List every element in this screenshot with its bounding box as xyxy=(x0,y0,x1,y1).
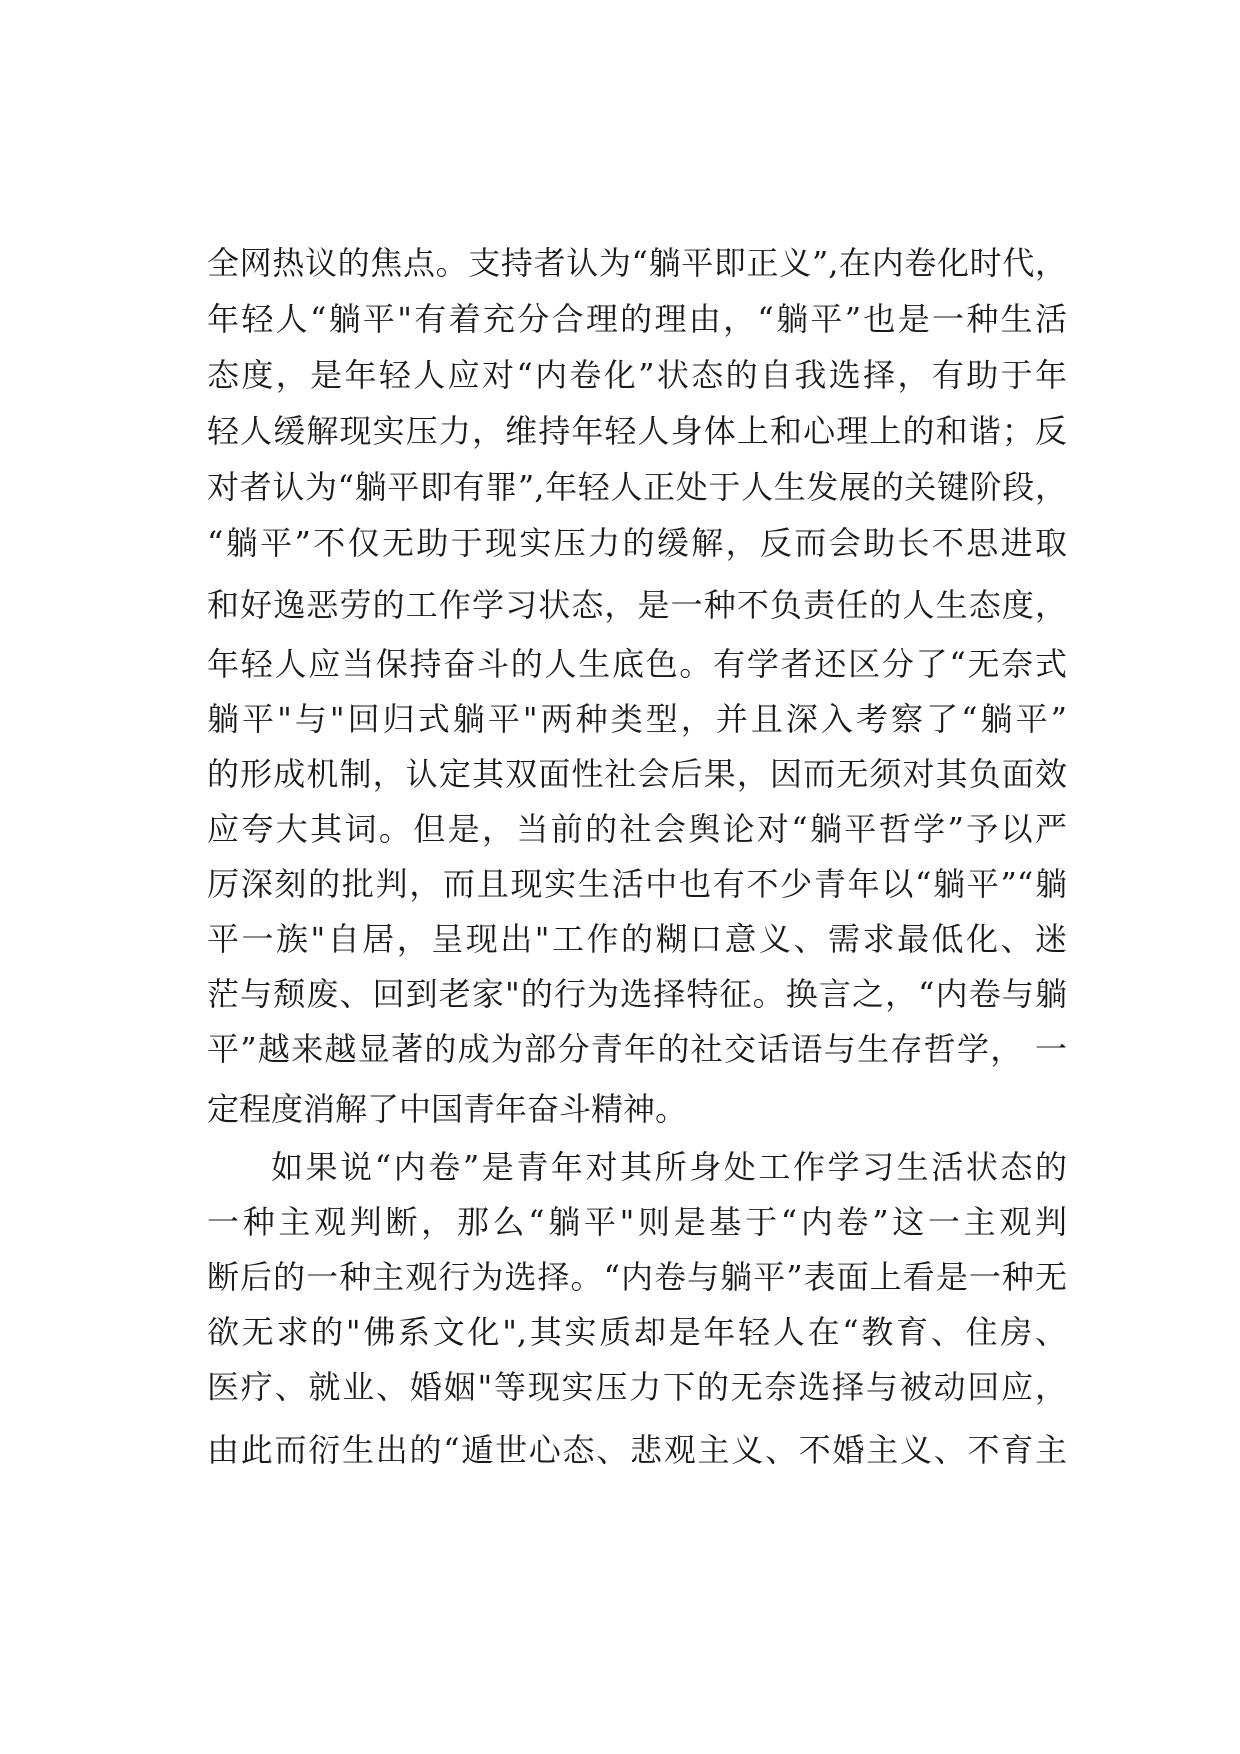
text-line: 定程度消解了中国青年奋斗精神。 xyxy=(207,1090,688,1128)
text-line: “躺平”不仅无助于现实压力的缓解，反而会助长不思进取 xyxy=(207,524,1067,562)
text-line: 平一族"自居，呈现出"工作的糊口意义、需求最低化、迷 xyxy=(207,920,1067,958)
text-line: 厉深刻的批判，而且现实生活中也有不少青年以“躺平”“躺 xyxy=(207,865,1067,903)
text-line: 断后的一种主观行为选择。“内卷与躺平”表面上看是一种无 xyxy=(207,1258,1067,1296)
text-line: 和好逸恶劳的工作学习状态，是一种不负责任的人生态度， xyxy=(207,586,1067,624)
text-line: 由此而衍生出的“遁世心态、悲观主义、不婚主义、不育主 xyxy=(207,1431,1067,1469)
paragraph-first-line: 如果说“内卷”是青年对其所身处工作学习生活状态的 xyxy=(271,1148,1067,1186)
text-line: 年轻人应当保持奋斗的人生底色。有学者还区分了“无奈式 xyxy=(207,645,1067,683)
text-line: 的形成机制，认定其双面性社会后果，因而无须对其负面效 xyxy=(207,755,1067,793)
text-line: 平”越来越显著的成为部分青年的社交话语与生存哲学， 一 xyxy=(207,1030,1067,1068)
text-line: 年轻人“躺平"有着充分合理的理由，“躺平”也是一种生活 xyxy=(207,300,1067,338)
text-line: 轻人缓解现实压力，维持年轻人身体上和心理上的和谐；反 xyxy=(207,412,1067,450)
text-line: 全网热议的焦点。支持者认为“躺平即正义”,在内卷化时代， xyxy=(207,244,1067,282)
text-line: 躺平"与"回归式躺平"两种类型，并且深入考察了“躺平” xyxy=(207,700,1067,738)
text-line: 态度，是年轻人应对“内卷化”状态的自我选择，有助于年 xyxy=(207,356,1067,394)
text-line: 一种主观判断，那么“躺平"则是基于“内卷”这一主观判 xyxy=(207,1203,1067,1241)
text-line: 医疗、就业、婚姻"等现实压力下的无奈选择与被动回应， xyxy=(207,1368,1067,1406)
text-line: 欲无求的"佛系文化",其实质却是年轻人在“教育、住房、 xyxy=(207,1313,1067,1351)
text-line: 对者认为“躺平即有罪”,年轻人正处于人生发展的关键阶段， xyxy=(207,468,1067,506)
text-line: 应夸大其词。但是，当前的社会舆论对“躺平哲学”予以严 xyxy=(207,810,1067,848)
text-line: 茫与颓废、回到老家"的行为选择特征。换言之，“内卷与躺 xyxy=(207,975,1067,1013)
